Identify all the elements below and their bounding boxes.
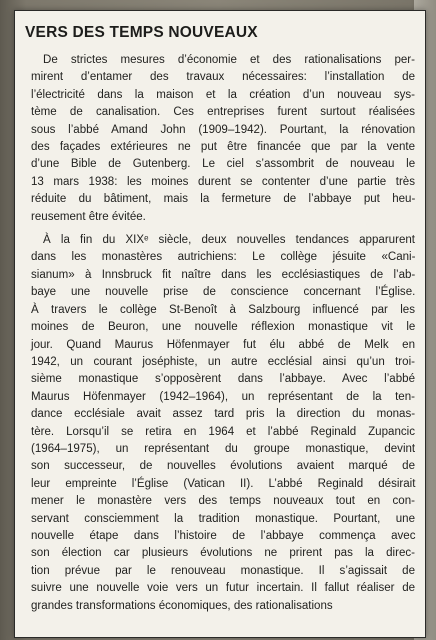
text-line: son élection car plusieurs évolutions ne prirent pas la direc- bbox=[31, 547, 415, 560]
text-line: mirent d’entamer des travaux nécessaires: l’installation de bbox=[31, 71, 415, 84]
text-line: tion prévue par le renouveau monastique. Il s’agissait de bbox=[31, 564, 415, 577]
text-line: sous l’abbé Amand John (1909–1942). Pourtant, la rénovation bbox=[31, 123, 416, 136]
text-line: (1964–1975), un représentant du groupe monastique, devint bbox=[31, 442, 416, 455]
text-line: baye une nouvelle prise de conscience concernant l’Église. bbox=[31, 286, 416, 299]
paragraph-2 bbox=[31, 232, 415, 615]
text-line: 13 mars 1938: les moines durent se contenter d’une partie très bbox=[31, 175, 415, 188]
text-line: 1942, un courant joséphiste, un autre ecclésial ainsi qu’un troi- bbox=[31, 355, 415, 368]
text-line: l’électricité dans la maison et la création d’un nouveau sys- bbox=[31, 88, 416, 101]
text-line: À travers le collège St-Benoît à Salzbourg influencé par les bbox=[31, 303, 415, 316]
text-line: tème de canalisation. Ces entreprises furent surtout réalisées bbox=[31, 106, 415, 119]
text-line: nouvelle étape dans l’histoire de l’abbaye commença avec bbox=[31, 529, 416, 542]
text-line: son successeur, de nouvelles évolutions avaient marqué de bbox=[31, 460, 415, 473]
text-line: tère. Lorsqu’il se retira en 1964 et l’abbé Reginald Zupancic bbox=[31, 425, 415, 438]
text-line: suivre une nouvelle voie vers un futur incertain. Il fallut réaliser de bbox=[31, 582, 416, 595]
text-line: jour. Quand Maurus Höfenmayer fut élu abbé de Melk en bbox=[31, 338, 415, 351]
body-text bbox=[31, 52, 415, 615]
text-line: leur empreinte l’Église (Vatican II). L’abbé Reginald désirait bbox=[31, 477, 416, 490]
text-line: dance ecclésiale avait assez tard pris la direction du monas- bbox=[31, 408, 416, 421]
text-line: mener le monastère vers des temps nouveaux tout en con- bbox=[31, 495, 415, 508]
document-page bbox=[14, 10, 426, 638]
paragraph-1 bbox=[31, 52, 415, 226]
text-line: servant consciemment la tradition monastique. Pourtant, une bbox=[31, 512, 415, 525]
text-line: grandes transformations économiques, des rationalisations bbox=[31, 599, 333, 612]
text-line: reusement être évitée. bbox=[31, 210, 146, 223]
text-line: réduite du bâtiment, mais la fermeture de l’abbaye put heu- bbox=[31, 193, 416, 206]
section-heading: VERS DES TEMPS NOUVEAUX bbox=[25, 24, 258, 41]
text-line: des façades extérieures ne put être financée que par la vente bbox=[31, 141, 415, 154]
text-line: dans les monastères autrichiens: Le collège jésuite «Cani- bbox=[31, 251, 416, 264]
text-line: d’une Bible de Gutenberg. Le ciel s’assombrit de nouveau le bbox=[31, 158, 416, 171]
text-line: De strictes mesures d’économie et des rationalisations per- bbox=[43, 54, 415, 66]
text-line: Maurus Höfenmayer (1942–1964), un représentant de la ten- bbox=[31, 390, 415, 403]
text-line: moines de Beuron, une nouvelle réflexion monastique vit le bbox=[31, 321, 416, 334]
text-line: sième monastique s’opposèrent dans l’abbaye. Avec l’abbé bbox=[31, 373, 415, 386]
text-line: sianum» à Innsbruck fit naître dans les ecclésiastiques de l’ab- bbox=[31, 268, 416, 281]
text-line: À la fin du XIXᵉ siècle, deux nouvelles tendances apparurent bbox=[43, 234, 415, 247]
